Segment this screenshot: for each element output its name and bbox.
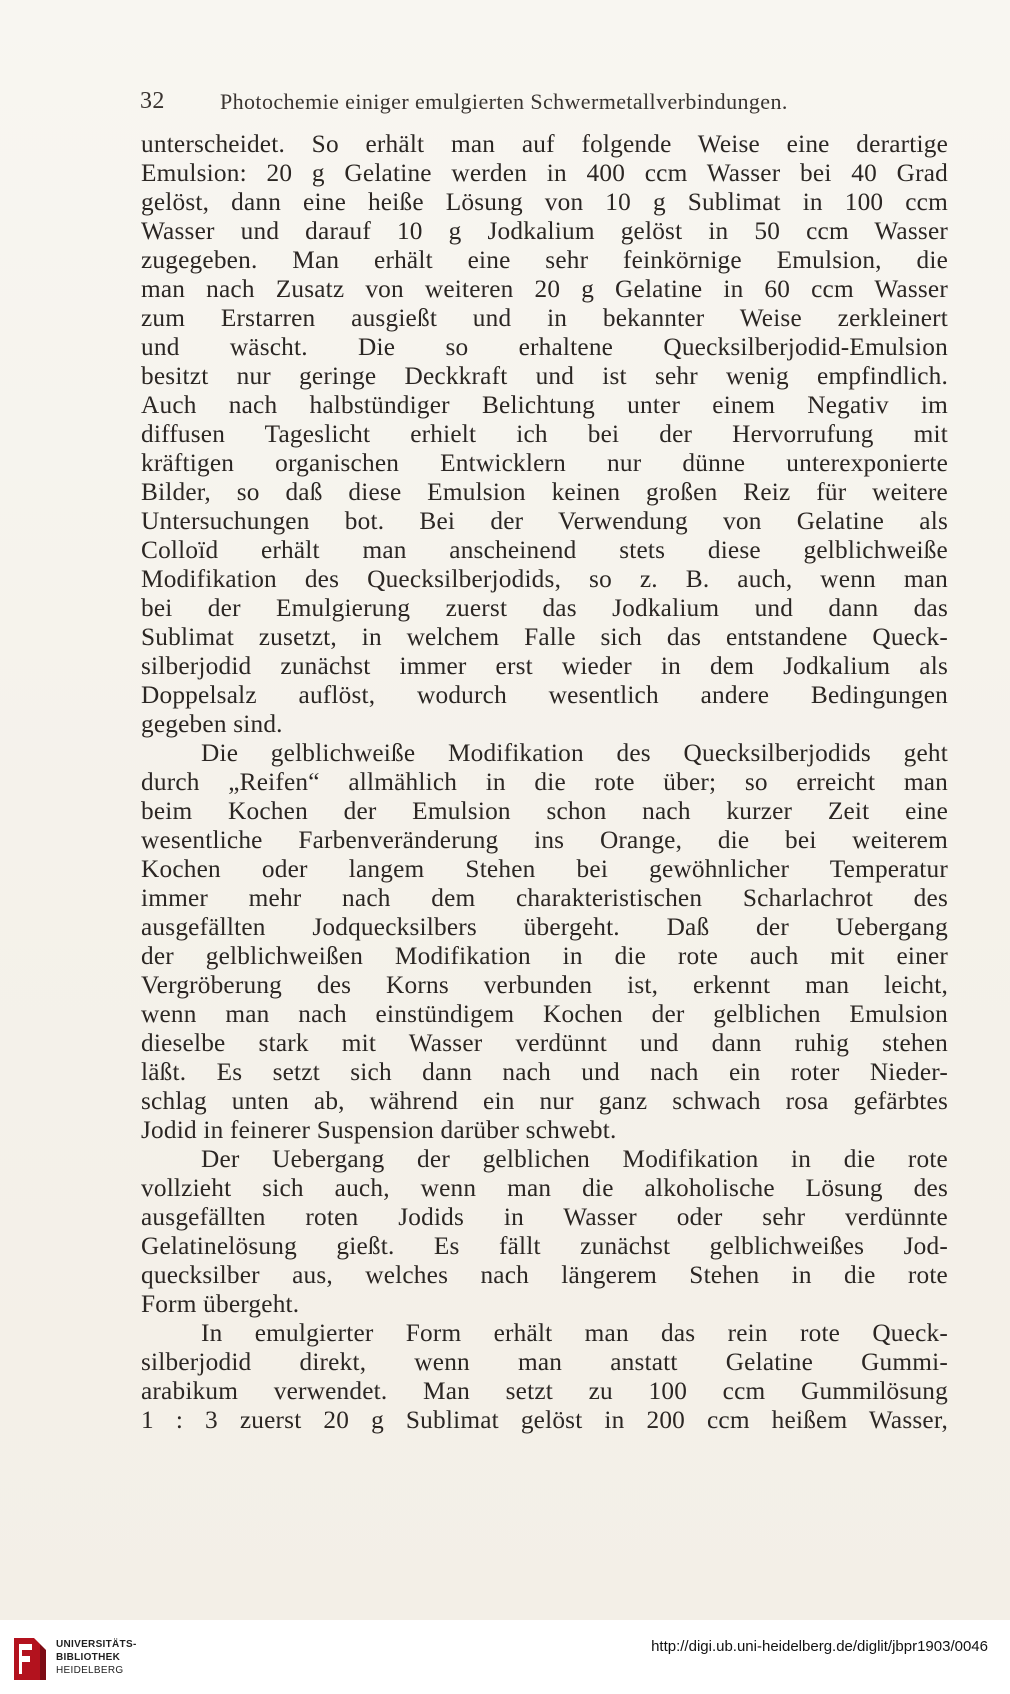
text-line: 1 : 3 zuerst 20 g Sublimat gelöst in 200 ccm heißem Wasser, — [141, 1406, 948, 1434]
text-line: Doppelsalz auflöst, wodurch wesentlich andere Bedingungen — [141, 681, 948, 709]
text-line: Vergröberung des Korns verbunden ist, erkennt man leicht, — [141, 971, 948, 999]
logo-line: BIBLIOTHEK — [56, 1652, 121, 1663]
text-line: der gelblichweißen Modifikation in die rote auch mit einer — [141, 942, 948, 970]
text-line: zugegeben. Man erhält eine sehr feinkörnige Emulsion, die — [141, 246, 948, 274]
body-text — [141, 130, 948, 1435]
page-number: 32 — [140, 88, 165, 114]
text-line: Jodid in feinerer Suspension darüber schwebt. — [141, 1116, 617, 1144]
text-line: durch „Reifen“ allmählich in die rote über; so erreicht man — [141, 768, 948, 796]
text-line: ausgefällten Jodquecksilbers übergeht. Daß der Uebergang — [141, 913, 948, 941]
text-line: gegeben sind. — [141, 710, 283, 738]
text-line: man nach Zusatz von weiteren 20 g Gelatine in 60 ccm Wasser — [141, 275, 948, 303]
text-line: Gelatinelösung gießt. Es fällt zunächst gelblichweißes Jod- — [141, 1232, 948, 1260]
text-line: bei der Emulgierung zuerst das Jodkalium und dann das — [141, 594, 948, 622]
text-line: vollzieht sich auch, wenn man die alkoholische Lösung des — [141, 1174, 948, 1202]
text-line: Modifikation des Quecksilberjodids, so z. B. auch, wenn man — [141, 565, 948, 593]
library-logo-text — [56, 1638, 137, 1677]
text-line: Emulsion: 20 g Gelatine werden in 400 ccm Wasser bei 40 Grad — [141, 159, 948, 187]
text-line: Der Uebergang der gelblichen Modifikation in die rote — [201, 1145, 948, 1173]
text-line: wesentliche Farbenveränderung ins Orange, die bei weiterem — [141, 826, 948, 854]
text-line: Sublimat zusetzt, in welchem Falle sich das entstandene Queck- — [141, 623, 948, 651]
text-line: diffusen Tageslicht erhielt ich bei der Hervorrufung mit — [141, 420, 948, 448]
text-line: Form übergeht. — [141, 1290, 300, 1318]
text-line: gelöst, dann eine heiße Lösung von 10 g Sublimat in 100 ccm — [141, 188, 948, 216]
text-line: silberjodid direkt, wenn man anstatt Gelatine Gummi- — [141, 1348, 948, 1376]
text-line: läßt. Es setzt sich dann nach und nach ein roter Nieder- — [141, 1058, 948, 1086]
text-line: quecksilber aus, welches nach längerem Stehen in die rote — [141, 1261, 948, 1289]
text-line: besitzt nur geringe Deckkraft und ist sehr wenig empfindlich. — [141, 362, 948, 390]
text-line: dieselbe stark mit Wasser verdünnt und dann ruhig stehen — [141, 1029, 948, 1057]
text-line: ausgefällten roten Jodids in Wasser oder sehr verdünnte — [141, 1203, 948, 1231]
text-line: arabikum verwendet. Man setzt zu 100 ccm Gummilösung — [141, 1377, 948, 1405]
running-title: Photochemie einiger emulgierten Schwermetallverbindungen. — [220, 89, 788, 114]
text-line: Auch nach halbstündiger Belichtung unter einem Negativ im — [141, 391, 948, 419]
library-logo-icon — [10, 1636, 48, 1682]
logo-line: UNIVERSITÄTS- — [56, 1639, 137, 1650]
text-line: beim Kochen der Emulsion schon nach kurzer Zeit eine — [141, 797, 948, 825]
text-line: zum Erstarren ausgießt und in bekannter Weise zerkleinert — [141, 304, 948, 332]
text-line: kräftigen organischen Entwicklern nur dünne unterexponierte — [141, 449, 948, 477]
text-line: In emulgierter Form erhält man das rein rote Queck- — [201, 1319, 948, 1347]
running-head — [140, 88, 870, 118]
text-line: Bilder, so daß diese Emulsion keinen großen Reiz für weitere — [141, 478, 948, 506]
text-line: Untersuchungen bot. Bei der Verwendung von Gelatine als — [141, 507, 948, 535]
text-line: Colloïd erhält man anscheinend stets diese gelblichweiße — [141, 536, 948, 564]
logo-line: HEIDELBERG — [56, 1665, 124, 1676]
text-line: Kochen oder langem Stehen bei gewöhnlicher Temperatur — [141, 855, 948, 883]
text-line: wenn man nach einstündigem Kochen der gelblichen Emulsion — [141, 1000, 948, 1028]
text-line: Wasser und darauf 10 g Jodkalium gelöst in 50 ccm Wasser — [141, 217, 948, 245]
footer-bar — [0, 1620, 1010, 1694]
text-line: und wäscht. Die so erhaltene Quecksilberjodid-Emulsion — [141, 333, 948, 361]
text-line: unterscheidet. So erhält man auf folgende Weise eine derartige — [141, 130, 948, 158]
text-line: silberjodid zunächst immer erst wieder in dem Jodkalium als — [141, 652, 948, 680]
text-line: schlag unten ab, während ein nur ganz schwach rosa gefärbtes — [141, 1087, 948, 1115]
permalink-url[interactable]: http://digi.ub.uni-heidelberg.de/diglit/jbpr1903/0046 — [651, 1638, 988, 1655]
text-line: Die gelblichweiße Modifikation des Quecksilberjodids geht — [201, 739, 948, 767]
text-line: immer mehr nach dem charakteristischen Scharlachrot des — [141, 884, 948, 912]
library-logo[interactable] — [10, 1634, 150, 1684]
